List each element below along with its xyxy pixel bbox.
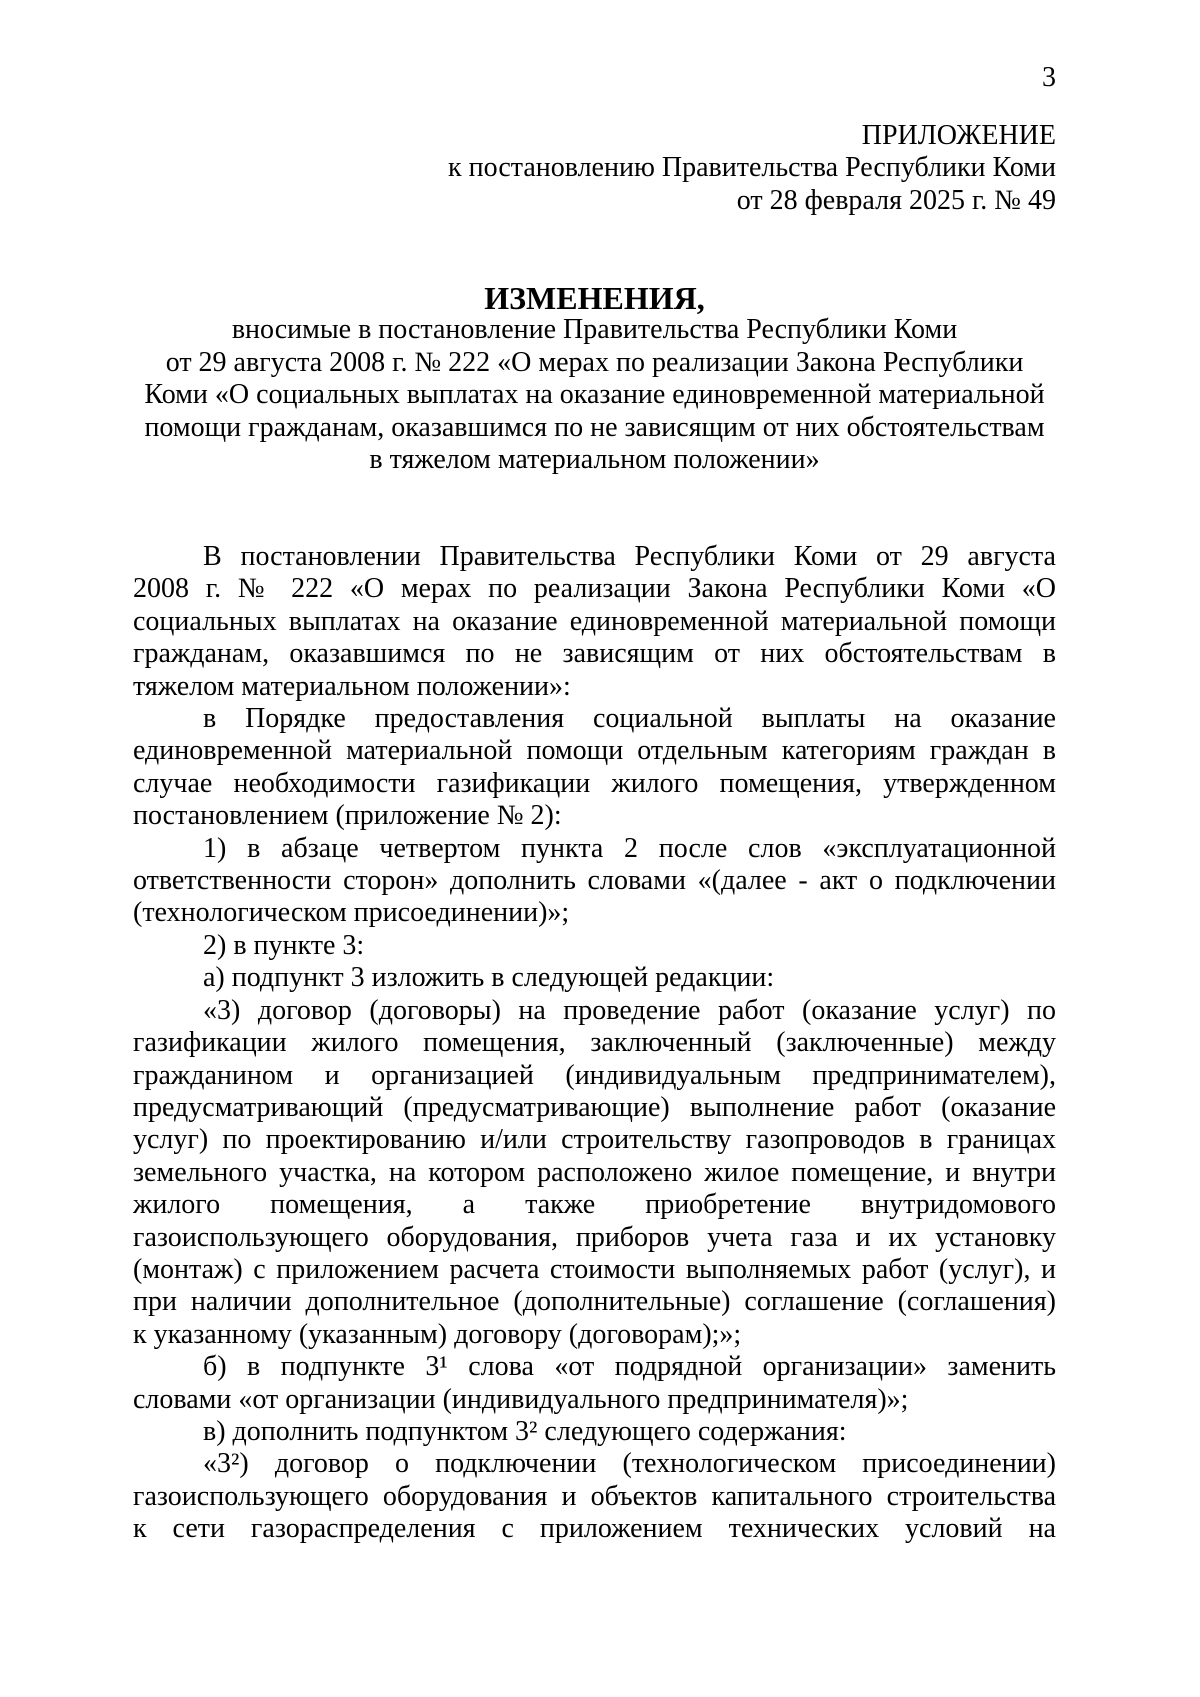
body-line: гражданином и организацией (индивидуальным предпринимателем), <box>133 1059 1056 1091</box>
body-line: словами «от организации (индивидуального предпринимателя)»; <box>133 1383 909 1415</box>
title-line: Коми «О социальных выплатах на оказание единовременной материальной <box>144 379 1045 411</box>
title-line: вносимые в постановление Правительства Республики Коми <box>231 314 958 346</box>
body-line: ответственности сторон» дополнить словами «(далее - акт о подключении <box>133 865 1056 897</box>
body-line: гражданам, оказавшимся по не зависящим от них обстоятельствам в <box>133 638 1056 670</box>
body-line: услуг) по проектированию и/или строительству газопроводов в границах <box>133 1124 1056 1156</box>
body-line: а) подпункт 3 изложить в следующей редакции: <box>203 962 775 994</box>
title-block <box>133 282 1056 476</box>
body-line: газоиспользующего оборудования и объектов капитального строительства <box>133 1480 1056 1512</box>
paragraph <box>133 962 1056 994</box>
paragraph <box>133 995 1056 1351</box>
appendix-line: от 28 февраля 2025 г. № 49 <box>736 184 1056 216</box>
body-line: к указанному (указанным) договору (договорам);»; <box>133 1318 742 1350</box>
body-line: «3²) договор о подключении (технологическом присоединении) <box>203 1448 1056 1480</box>
page-number: 3 <box>1042 62 1056 93</box>
paragraph <box>133 703 1056 833</box>
paragraph <box>133 1448 1056 1545</box>
body-line: газификации жилого помещения, заключенный (заключенные) между <box>133 1027 1056 1059</box>
document-title: ИЗМЕНЕНИЯ, <box>484 280 705 316</box>
paragraph <box>133 1416 1056 1448</box>
title-line: помощи гражданам, оказавшимся по не зависящим от них обстоятельствам <box>144 411 1045 443</box>
appendix-header <box>133 120 1056 217</box>
body-line: случае необходимости газификации жилого помещения, утвержденном <box>133 767 1056 799</box>
body-line: «3) договор (договоры) на проведение работ (оказание услуг) по <box>203 994 1056 1026</box>
body-line: 2008 г. № 222 «О мерах по реализации Закона Республики Коми «О <box>133 573 1056 605</box>
body-line: В постановлении Правительства Республики Коми от 29 августа <box>203 541 1056 572</box>
body-line: б) в подпункте 3¹ слова «от подрядной организации» заменить <box>203 1351 1056 1383</box>
appendix-line: к постановлению Правительства Республики Коми <box>448 152 1056 184</box>
body-line: в) дополнить подпунктом 3² следующего содержания: <box>203 1415 847 1447</box>
body-line: (монтаж) с приложением расчета стоимости выполняемых работ (услуг), и <box>133 1253 1056 1285</box>
body-line: 1) в абзаце четвертом пункта 2 после слов «эксплуатационной <box>203 832 1056 864</box>
body-line: в Порядке предоставления социальной выплаты на оказание <box>203 703 1056 735</box>
body-line: к сети газораспределения с приложением технических условий на <box>133 1513 1056 1545</box>
paragraph <box>133 833 1056 930</box>
body-line: тяжелом материальном положении»: <box>133 670 571 702</box>
body-line: единовременной материальной помощи отдельным категориям граждан в <box>133 735 1056 767</box>
body-line: при наличии дополнительное (дополнительные) соглашение (соглашения) <box>133 1286 1056 1318</box>
title-line: в тяжелом материальном положении» <box>369 444 820 476</box>
body-line: земельного участка, на котором расположено жилое помещение, и внутри <box>133 1156 1056 1188</box>
document-body <box>133 541 1056 1546</box>
body-line: жилого помещения, а также приобретение внутридомового <box>133 1189 1056 1221</box>
body-line: 2) в пункте 3: <box>203 929 365 961</box>
paragraph <box>133 541 1056 703</box>
body-line: предусматривающий (предусматривающие) выполнение работ (оказание <box>133 1091 1056 1123</box>
body-line: газоиспользующего оборудования, приборов учета газа и их установку <box>133 1221 1056 1253</box>
body-line: социальных выплатах на оказание единовременной материальной помощи <box>133 605 1056 637</box>
paragraph <box>133 930 1056 962</box>
body-line: (технологическом присоединении)»; <box>133 897 570 929</box>
title-line: от 29 августа 2008 г. № 222 «О мерах по реализации Закона Республики <box>165 346 1024 378</box>
paragraph <box>133 1351 1056 1416</box>
appendix-line: ПРИЛОЖЕНИЕ <box>861 120 1056 151</box>
body-line: постановлением (приложение № 2): <box>133 800 562 832</box>
